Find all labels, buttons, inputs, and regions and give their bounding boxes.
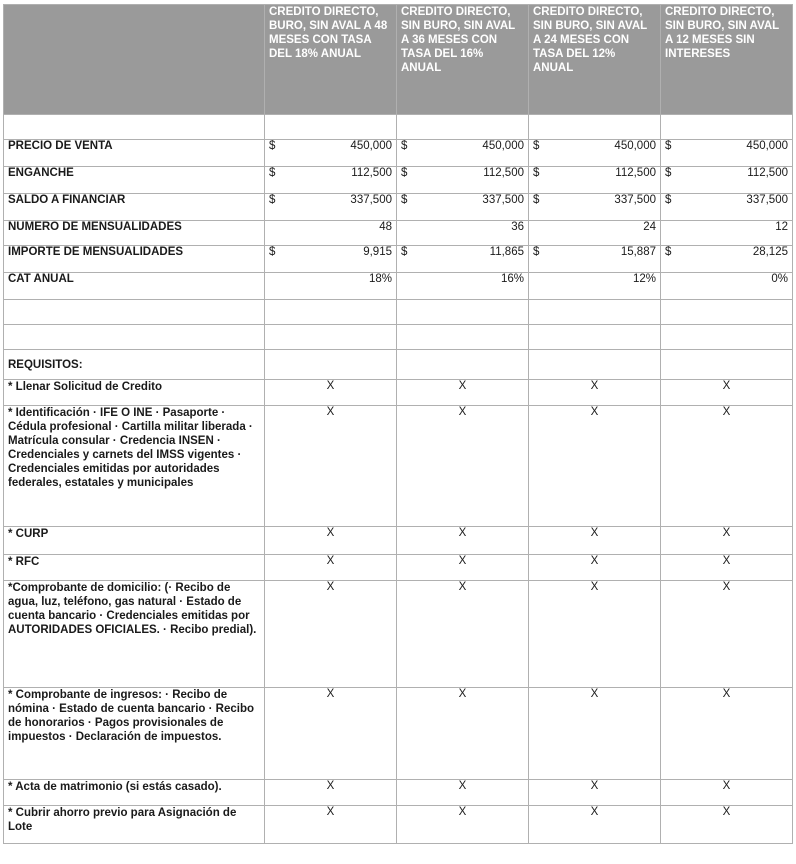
requirement-row bbox=[4, 555, 793, 581]
row-importe-de-mensualidades bbox=[4, 246, 793, 273]
empty-cell bbox=[529, 300, 661, 325]
check-mark: X bbox=[661, 688, 793, 780]
empty-cell bbox=[265, 115, 397, 140]
value-cell bbox=[397, 246, 529, 273]
value-cell bbox=[661, 167, 793, 194]
check-mark: X bbox=[397, 688, 529, 780]
check-mark: X bbox=[529, 406, 661, 527]
check-mark: X bbox=[529, 527, 661, 555]
check-mark: X bbox=[661, 406, 793, 527]
value-cell: 16% bbox=[397, 273, 529, 300]
check-mark: X bbox=[265, 555, 397, 581]
check-mark: X bbox=[265, 688, 397, 780]
value-cell bbox=[529, 167, 661, 194]
empty-cell bbox=[661, 115, 793, 140]
empty-cell bbox=[397, 115, 529, 140]
spacer-row bbox=[4, 300, 793, 325]
header-corner-cell bbox=[4, 5, 265, 115]
check-mark: X bbox=[265, 581, 397, 688]
value-cell bbox=[661, 246, 793, 273]
check-mark: X bbox=[265, 806, 397, 844]
currency-symbol: $ bbox=[533, 194, 540, 206]
value-cell bbox=[661, 140, 793, 167]
requirement-row bbox=[4, 780, 793, 806]
requirement-row bbox=[4, 581, 793, 688]
amount: 28,125 bbox=[752, 246, 788, 258]
amount: 112,500 bbox=[615, 167, 656, 179]
row-enganche bbox=[4, 167, 793, 194]
empty-cell bbox=[529, 350, 661, 380]
amount: 337,500 bbox=[614, 194, 656, 206]
empty-cell bbox=[4, 115, 265, 140]
value-cell bbox=[529, 246, 661, 273]
check-mark: X bbox=[265, 527, 397, 555]
currency-symbol: $ bbox=[665, 140, 672, 152]
currency-symbol: $ bbox=[665, 246, 672, 258]
requirements-title: REQUISITOS: bbox=[4, 350, 265, 380]
currency-symbol: $ bbox=[401, 167, 408, 179]
value-cell bbox=[529, 194, 661, 221]
value-cell bbox=[265, 194, 397, 221]
check-mark: X bbox=[661, 581, 793, 688]
value-cell bbox=[661, 194, 793, 221]
check-mark: X bbox=[397, 806, 529, 844]
row-label: CAT ANUAL bbox=[4, 273, 265, 300]
check-mark: X bbox=[265, 780, 397, 806]
check-mark: X bbox=[661, 555, 793, 581]
amount: 337,500 bbox=[350, 194, 392, 206]
value-cell bbox=[397, 140, 529, 167]
row-label: NUMERO DE MENSUALIDADES bbox=[4, 221, 265, 246]
empty-cell bbox=[397, 300, 529, 325]
value-cell: 18% bbox=[265, 273, 397, 300]
currency-symbol: $ bbox=[401, 194, 408, 206]
requirement-label: * Llenar Solicitud de Credito bbox=[4, 380, 265, 406]
check-mark: X bbox=[529, 806, 661, 844]
value-cell: 24 bbox=[529, 221, 661, 246]
empty-cell bbox=[265, 325, 397, 350]
amount: 450,000 bbox=[482, 140, 524, 152]
value-cell: 12 bbox=[661, 221, 793, 246]
requirement-row bbox=[4, 527, 793, 555]
requirement-label: *Comprobante de domicilio: (· Recibo de agua, luz, teléfono, gas natural · Estado de cuenta bancario · Credenciales emitidas por AUTORIDADES OFICIALES. · Recibo predial). bbox=[4, 581, 265, 688]
credit-comparison-table bbox=[3, 4, 793, 844]
row-label: SALDO A FINANCIAR bbox=[4, 194, 265, 221]
empty-cell bbox=[4, 325, 265, 350]
empty-cell bbox=[529, 325, 661, 350]
spacer-row bbox=[4, 115, 793, 140]
amount: 15,887 bbox=[620, 246, 656, 258]
row-cat-anual bbox=[4, 273, 793, 300]
row-label: IMPORTE DE MENSUALIDADES bbox=[4, 246, 265, 273]
currency-symbol: $ bbox=[401, 246, 408, 258]
requirement-label: * Comprobante de ingresos: · Recibo de nómina · Estado de cuenta bancario · Recibo de honorarios · Pagos provisionales de impuestos · Declaración de impuestos. bbox=[4, 688, 265, 780]
spacer-row bbox=[4, 325, 793, 350]
value-cell bbox=[397, 167, 529, 194]
column-header-48-meses: CREDITO DIRECTO, BURO, SIN AVAL A 48 MESES CON TASA DEL 18% ANUAL bbox=[265, 5, 397, 115]
value-cell bbox=[265, 167, 397, 194]
amount: 337,500 bbox=[482, 194, 524, 206]
row-numero-de-mensualidades bbox=[4, 221, 793, 246]
amount: 450,000 bbox=[746, 140, 788, 152]
empty-cell bbox=[265, 350, 397, 380]
value-cell: 48 bbox=[265, 221, 397, 246]
amount: 112,500 bbox=[747, 167, 788, 179]
currency-symbol: $ bbox=[533, 167, 540, 179]
row-precio-de-venta bbox=[4, 140, 793, 167]
currency-symbol: $ bbox=[533, 140, 540, 152]
check-mark: X bbox=[529, 380, 661, 406]
currency-symbol: $ bbox=[269, 167, 276, 179]
requirement-label: * CURP bbox=[4, 527, 265, 555]
requirement-row bbox=[4, 688, 793, 780]
requirement-label: * Acta de matrimonio (si estás casado). bbox=[4, 780, 265, 806]
check-mark: X bbox=[397, 380, 529, 406]
empty-cell bbox=[265, 300, 397, 325]
value-cell bbox=[265, 246, 397, 273]
header-row bbox=[4, 5, 793, 115]
currency-symbol: $ bbox=[269, 140, 276, 152]
empty-cell bbox=[661, 325, 793, 350]
amount: 450,000 bbox=[350, 140, 392, 152]
value-cell bbox=[265, 140, 397, 167]
empty-cell bbox=[529, 115, 661, 140]
requirement-row bbox=[4, 406, 793, 527]
requirement-row bbox=[4, 806, 793, 844]
check-mark: X bbox=[661, 806, 793, 844]
amount: 112,500 bbox=[351, 167, 392, 179]
currency-symbol: $ bbox=[269, 194, 276, 206]
check-mark: X bbox=[529, 780, 661, 806]
column-header-24-meses: CREDITO DIRECTO, SIN BURO, SIN AVAL A 24 MESES CON TASA DEL 12% ANUAL bbox=[529, 5, 661, 115]
column-header-12-meses: CREDITO DIRECTO, SIN BURO, SIN AVAL A 12 MESES SIN INTERESES bbox=[661, 5, 793, 115]
amount: 9,915 bbox=[363, 246, 392, 258]
amount: 337,500 bbox=[746, 194, 788, 206]
check-mark: X bbox=[397, 527, 529, 555]
check-mark: X bbox=[661, 780, 793, 806]
check-mark: X bbox=[397, 406, 529, 527]
empty-cell bbox=[397, 350, 529, 380]
check-mark: X bbox=[265, 406, 397, 527]
check-mark: X bbox=[661, 380, 793, 406]
currency-symbol: $ bbox=[665, 194, 672, 206]
row-requisitos-title bbox=[4, 350, 793, 380]
check-mark: X bbox=[529, 581, 661, 688]
amount: 450,000 bbox=[614, 140, 656, 152]
column-header-36-meses: CREDITO DIRECTO, SIN BURO, SIN AVAL A 36 MESES CON TASA DEL 16% ANUAL bbox=[397, 5, 529, 115]
value-cell: 36 bbox=[397, 221, 529, 246]
amount: 11,865 bbox=[489, 246, 524, 258]
currency-symbol: $ bbox=[665, 167, 672, 179]
value-cell bbox=[529, 140, 661, 167]
currency-symbol: $ bbox=[269, 246, 276, 258]
requirement-label: * Identificación · IFE O INE · Pasaporte · Cédula profesional · Cartilla militar liberada · Matrícula consular · Credencia INSEN · Credenciales y carnets del IMSS vigentes · Credenciales emitidas por autoridades federales, estatales y municipales bbox=[4, 406, 265, 527]
row-saldo-a-financiar bbox=[4, 194, 793, 221]
requirement-row bbox=[4, 380, 793, 406]
row-label: PRECIO DE VENTA bbox=[4, 140, 265, 167]
check-mark: X bbox=[265, 380, 397, 406]
row-label: ENGANCHE bbox=[4, 167, 265, 194]
currency-symbol: $ bbox=[533, 246, 540, 258]
empty-cell bbox=[661, 300, 793, 325]
check-mark: X bbox=[529, 688, 661, 780]
value-cell: 12% bbox=[529, 273, 661, 300]
check-mark: X bbox=[529, 555, 661, 581]
check-mark: X bbox=[397, 581, 529, 688]
value-cell bbox=[397, 194, 529, 221]
check-mark: X bbox=[397, 780, 529, 806]
empty-cell bbox=[397, 325, 529, 350]
check-mark: X bbox=[661, 527, 793, 555]
currency-symbol: $ bbox=[401, 140, 408, 152]
empty-cell bbox=[4, 300, 265, 325]
check-mark: X bbox=[397, 555, 529, 581]
amount: 112,500 bbox=[483, 167, 524, 179]
empty-cell bbox=[661, 350, 793, 380]
requirement-label: * RFC bbox=[4, 555, 265, 581]
value-cell: 0% bbox=[661, 273, 793, 300]
requirement-label: * Cubrir ahorro previo para Asignación de Lote bbox=[4, 806, 265, 844]
